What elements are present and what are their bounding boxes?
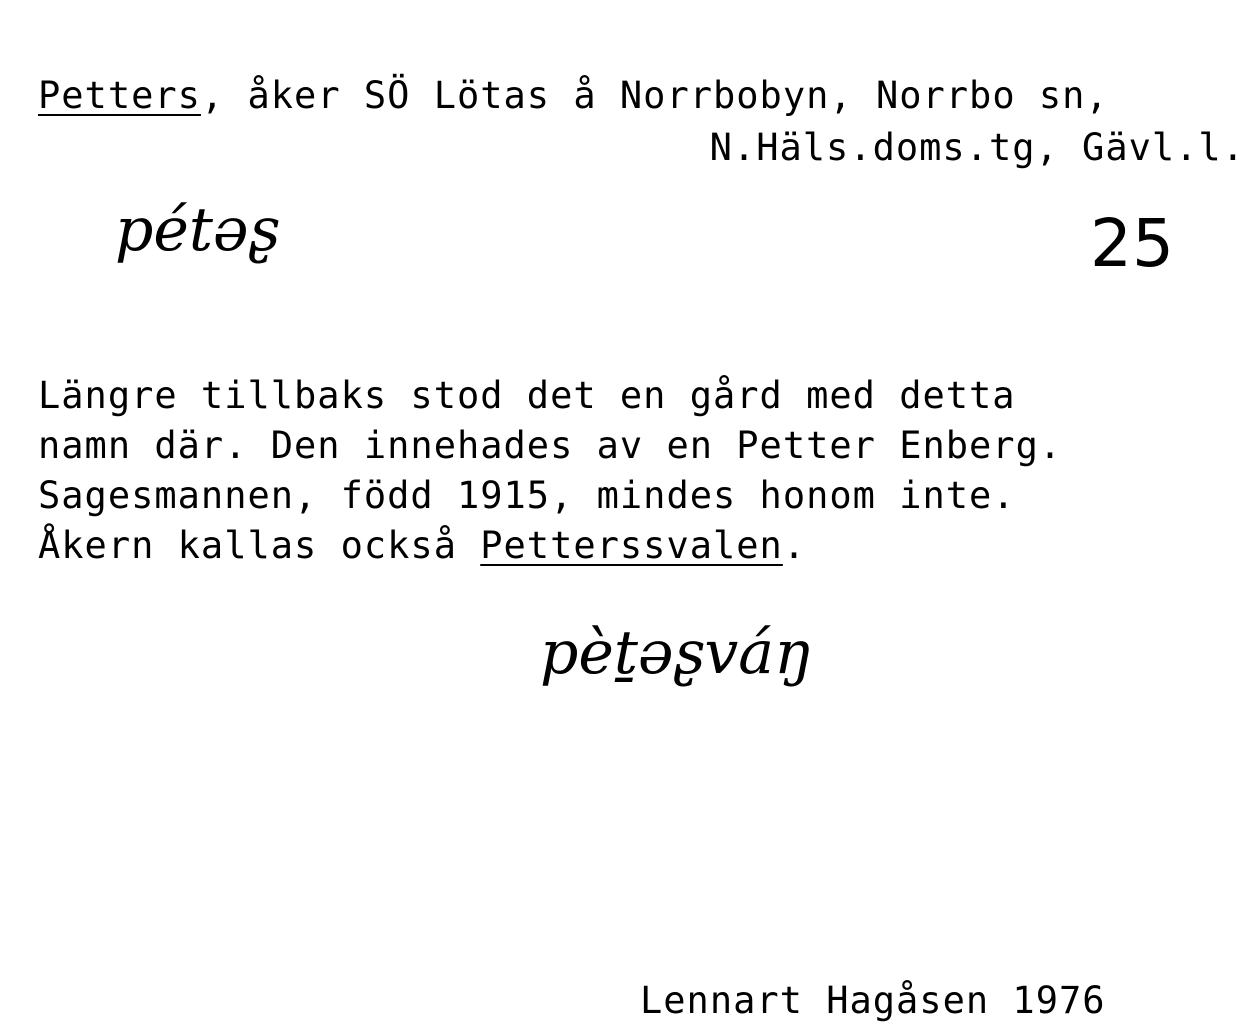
pronunciation-main: pétəʂ xyxy=(115,195,280,265)
header-line-2: N.Häls.doms.tg, Gävl.l. xyxy=(709,126,1245,169)
body-line-3: Sagesmannen, född 1915, mindes honom inte. xyxy=(38,474,1016,517)
body-line-4-end: . xyxy=(782,524,807,567)
pronunciation-alt: pèṯəʂváŋ xyxy=(540,618,813,688)
place-name: Petters xyxy=(38,74,201,117)
signature: Lennart Hagåsen 1976 xyxy=(640,979,1106,1022)
header-line-1-rest: , åker SÖ Lötas å Norrbobyn, Norrbo sn, xyxy=(200,74,1109,117)
card-number: 25 xyxy=(1090,205,1174,282)
body-line-1: Längre tillbaks stod det en gård med detta xyxy=(38,374,1016,417)
body-line-4 xyxy=(38,520,806,572)
alt-name: Petterssvalen xyxy=(480,524,783,567)
body-line-2: namn där. Den innehades av en Petter Enberg. xyxy=(38,424,1063,467)
header-line-1 xyxy=(38,70,1109,122)
body-line-4-start: Åkern kallas också xyxy=(38,524,481,567)
